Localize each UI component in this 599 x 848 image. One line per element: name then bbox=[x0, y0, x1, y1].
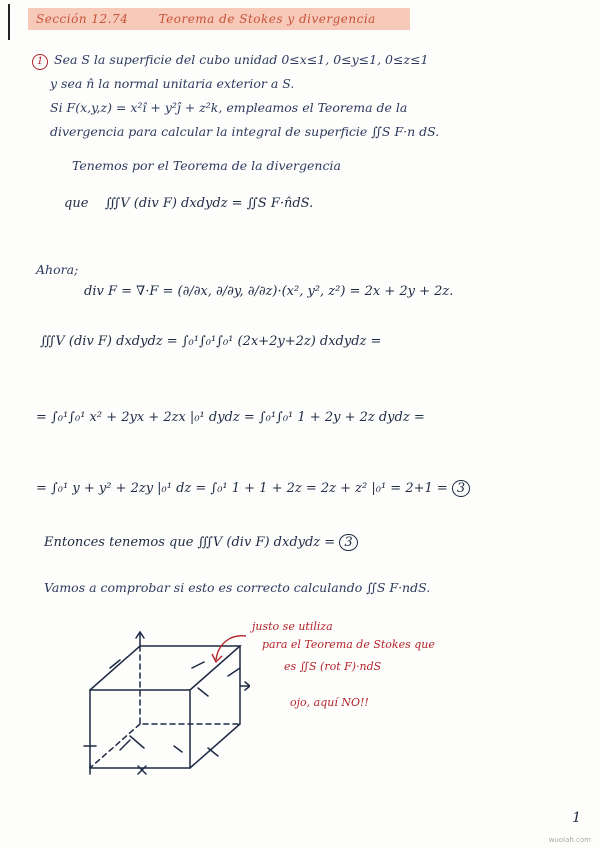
step-divergence-theorem: Tenemos por el Teorema de la divergencia bbox=[72, 158, 341, 173]
margin-line bbox=[8, 4, 10, 40]
problem-number: 1 bbox=[32, 54, 48, 70]
step-div-f: div F = ∇·F = (∂/∂x, ∂/∂y, ∂/∂z)·(x², y², z²) = 2x + 2y + 2z. bbox=[84, 284, 454, 299]
note-line-2: para el Teorema de Stokes que bbox=[262, 638, 435, 651]
section-header bbox=[28, 8, 410, 30]
problem-line-2: y sea n̂ la normal unitaria exterior a S. bbox=[50, 76, 295, 91]
note-line-3: es ∬S (rot F)·ndS bbox=[284, 660, 382, 673]
step-integrate-x: = ∫₀¹∫₀¹ x² + 2yx + 2zx |₀¹ dydz = ∫₀¹∫₀¹ 1 + 2y + 2z dydz = bbox=[36, 410, 425, 425]
problem-line-1: 1 Sea S la superficie del cubo unidad 0≤x≤1, 0≤y≤1, 0≤z≤1 bbox=[32, 52, 429, 70]
note-line-1: justo se utiliza bbox=[252, 620, 333, 633]
section-number: Sección 12.74 bbox=[36, 12, 129, 26]
footer-watermark: wuolah.com bbox=[548, 836, 591, 844]
conclusion-result-circle: 3 bbox=[339, 534, 357, 551]
step-divergence-equation: que ∭V (div F) dxdydz = ∬S F·n̂dS. bbox=[64, 196, 314, 211]
section-title: Teorema de Stokes y divergencia bbox=[158, 12, 376, 26]
note-arrow bbox=[210, 630, 250, 670]
step-verify: Vamos a comprobar si esto es correcto calculando ∬S F·ndS. bbox=[44, 580, 431, 595]
result-circle: 3 bbox=[452, 480, 470, 497]
note-line-4: ojo, aquí NO!! bbox=[290, 696, 369, 709]
step-integrate-y: = ∫₀¹ y + y² + 2zy |₀¹ dz = ∫₀¹ 1 + 1 + 2z = 2z + z² |₀¹ = 2+1 = 3 bbox=[36, 480, 470, 497]
page-number: 1 bbox=[572, 810, 581, 826]
problem-line-4: divergencia para calcular la integral de superficie ∬S F·n dS. bbox=[50, 124, 440, 139]
step-now: Ahora; bbox=[36, 262, 79, 277]
step-conclusion: Entonces tenemos que ∭V (div F) dxdydz = 3 bbox=[44, 534, 358, 551]
step-triple-integral: ∭V (div F) dxdydz = ∫₀¹∫₀¹∫₀¹ (2x+2y+2z) dxdydz = bbox=[40, 334, 382, 349]
problem-line-3: Si F(x,y,z) = x²î + y²ĵ + z²k, empleamos el Teorema de la bbox=[50, 100, 408, 115]
